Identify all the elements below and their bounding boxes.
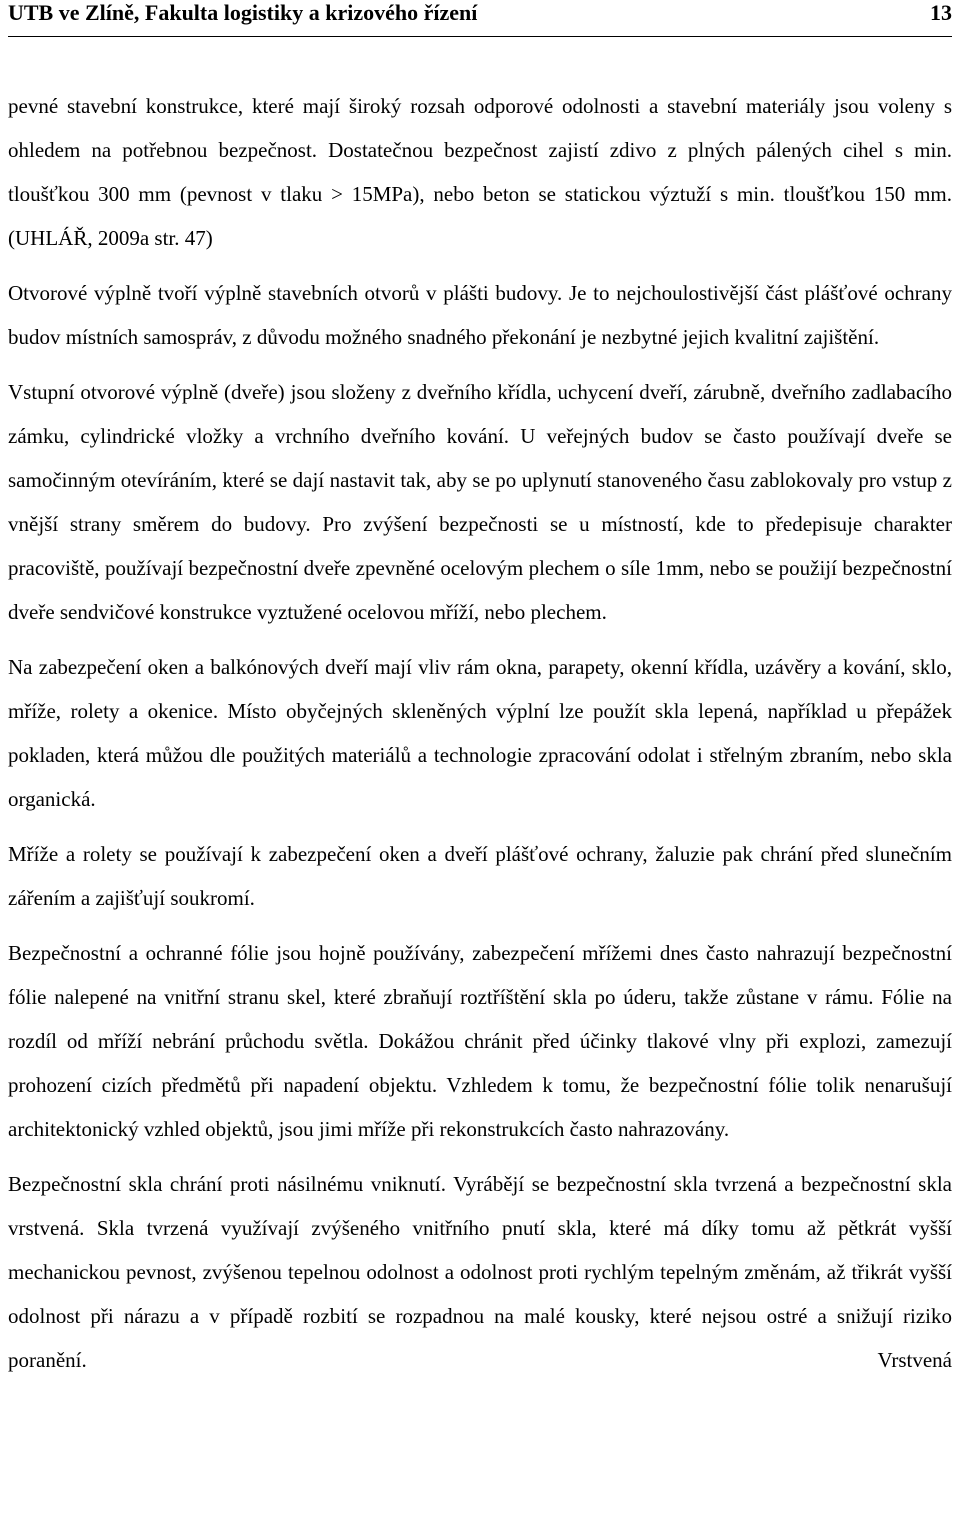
page-header [8, 0, 952, 34]
header-divider [8, 36, 952, 37]
paragraph-entrance-doors: Vstupní otvorové výplně (dveře) jsou složeny z dveřního křídla, uchycení dveří, zárubně, dveřního zadlabacího zámku, cylindrické vložky a vrchního dveřního kování. U veřejných budov se často používají dveře se samočinným otevíráním, které se dají nastavit tak, aby se po uplynutí stanoveného času zablokovaly pro vstup z vnější strany směrem do budovy. Pro zvýšení bezpečnosti se u místností, kde to předepisuje charakter pracoviště, používají bezpečnostní dveře zpevněné ocelovým plechem o síle 1mm, nebo se použijí bezpečnostní dveře sendvičové konstrukce vyztužené ocelovou mříží, nebo plechem. [8, 380, 952, 624]
paragraph-construction: pevné stavební konstrukce, které mají široký rozsah odporové odolnosti a stavební materiály jsou voleny s ohledem na potřebnou bezpečnost. Dostatečnou bezpečnost zajistí zdivo z plných pálených cihel s min. tloušťkou 300 mm (pevnost v tlaku > 15MPa), nebo beton se statickou výztuží s min. tloušťkou 150 mm. (UHLÁŘ, 2009a str. 47) [8, 94, 952, 250]
paragraph-security-films: Bezpečnostní a ochranné fólie jsou hojně používány, zabezpečení mřížemi dnes často nahrazují bezpečnostní fólie nalepené na vnitřní stranu skel, které zbraňují roztříštění skla po úderu, takže zůstane v rámu. Fólie na rozdíl od mříží nebrání průchodu světla. Dokážou chránit před účinky tlakové vlny při explozi, zamezují prohození cizích předmětů při napadení objektu. Vzhledem k tomu, že bezpečnostní fólie tolik nenarušují architektonický vzhled objektů, jsou jimi mříže při rekonstrukcích často nahrazovány. [8, 941, 952, 1141]
paragraph-security-glass: Bezpečnostní skla chrání proti násilnému vniknutí. Vyrábějí se bezpečnostní skla tvrzená a bezpečnostní skla vrstvená. Skla tvrzená využívají zvýšeného vnitřního pnutí skla, které má díky tomu až pětkrát vyšší mechanickou pevnost, zvýšenou tepelnou odolnost a odolnost proti rychlým tepelným změnám, až třikrát vyšší odolnost při nárazu a v případě rozbití se rozpadnou na malé kousky, které nejsou ostré a snižují riziko poranění. Vrstvená [8, 1172, 952, 1372]
header-title: UTB ve Zlíně, Fakulta logistiky a krizového řízení [8, 0, 478, 25]
paragraph-bars-shutters: Mříže a rolety se používají k zabezpečení oken a dveří plášťové ochrany, žaluzie pak chrání před slunečním zářením a zajišťují soukromí. [8, 842, 952, 910]
page-number: 13 [930, 0, 952, 25]
paragraph-opening-fillings: Otvorové výplně tvoří výplně stavebních otvorů v plášti budovy. Je to nejchoulostivější část plášťové ochrany budov místních samospráv, z důvodu možného snadného překonání je nezbytné jejich kvalitní zajištění. [8, 281, 952, 349]
paragraph-windows: Na zabezpečení oken a balkónových dveří mají vliv rám okna, parapety, okenní křídla, uzávěry a kování, sklo, mříže, rolety a okenice. Místo obyčejných skleněných výplní lze použít skla lepená, například u přepážek pokladen, která můžou dle použitých materiálů a technologie zpracování odolat i střelným zbraním, nebo skla organická. [8, 655, 952, 811]
document-body [8, 84, 952, 1382]
